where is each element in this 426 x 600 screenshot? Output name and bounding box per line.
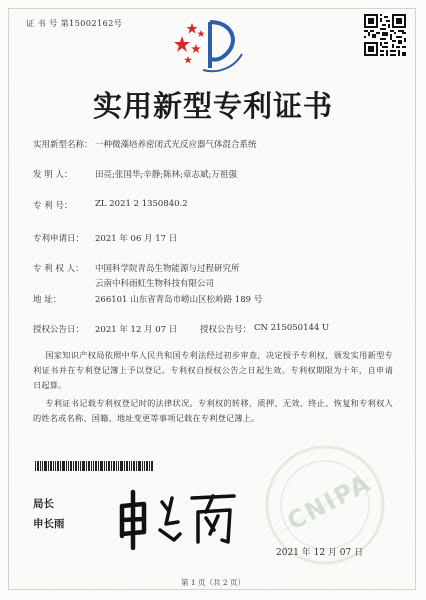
patentee-label: 专 利 权 人： [33,264,84,274]
grant-number-label: 授权公告号： [200,325,252,335]
grant-date-value: 2021 年 12 月 07 日 [95,325,178,335]
grant-date-label: 授权公告日： [33,325,85,335]
certificate-paragraph-1: 国家知识产权局依照中华人民共和国专利法经过初步审查，决定授予专利权，颁发实用新型专利证书并在专利登记簿上予以登记。专利权自授权公告之日起生效。专利权期限为十年，自申请日起算。 [33,350,393,390]
patent-number-label: 专 利 号： [33,201,73,211]
cnipa-emblem-logo [168,14,246,76]
director-title-label: 局长 [33,498,54,510]
director-name-label: 申长雨 [33,518,65,530]
certificate-title: 实用新型专利证书 [92,89,333,123]
grant-date-row [33,323,178,335]
address-label: 地 址： [33,295,62,305]
utility-model-name-label: 实用新型名称： [33,140,93,150]
patent-number-value: ZL 2021 2 1350840.2 [95,199,188,209]
patent-number-row [33,199,188,211]
certificate-paragraph-2: 专利证书记载专利权登记时的法律状况。专利权的转移、质押、无效、终止、恢复和专利权人的姓名或名称、国籍、地址变更等事项记载在专利登记簿上。 [33,398,393,423]
utility-model-name-row [33,138,257,150]
watermark-text: CNIPA [282,468,376,536]
filing-date-value: 2021 年 06 月 17 日 [95,234,178,244]
grant-number-value: CN 215050144 U [254,323,330,333]
patentee-value-line1: 中国科学院青岛生物能源与过程研究所 [95,264,240,274]
address-value: 266101 山东省青岛市崂山区松岭路 189 号 [95,295,263,305]
filing-date-row [33,232,178,244]
filing-date-label: 专利申请日： [33,234,85,244]
barcode [35,461,153,471]
page-indicator: 第 1 页（共 2 页） [180,578,246,587]
utility-model-name-value: 一种微藻培养密闭式光反应器气体混合系统 [95,140,257,150]
inventors-label: 发 明 人： [33,170,73,180]
certificate-number: 证 书 号 第15002162号 [26,19,123,28]
patentee-value-line2: 云南中科雨虹生物科技有限公司 [95,279,215,289]
director-signature [110,484,240,550]
address-row [33,293,263,305]
grant-number-row [200,323,330,335]
inventors-value: 田亮;张国华;辛静;陈林;章志斌;万祖强 [95,170,237,180]
signature-date: 2021 年 12 月 07 日 [276,548,364,558]
patentee-row [33,262,240,274]
inventors-row [33,168,237,180]
qr-code [364,14,406,56]
